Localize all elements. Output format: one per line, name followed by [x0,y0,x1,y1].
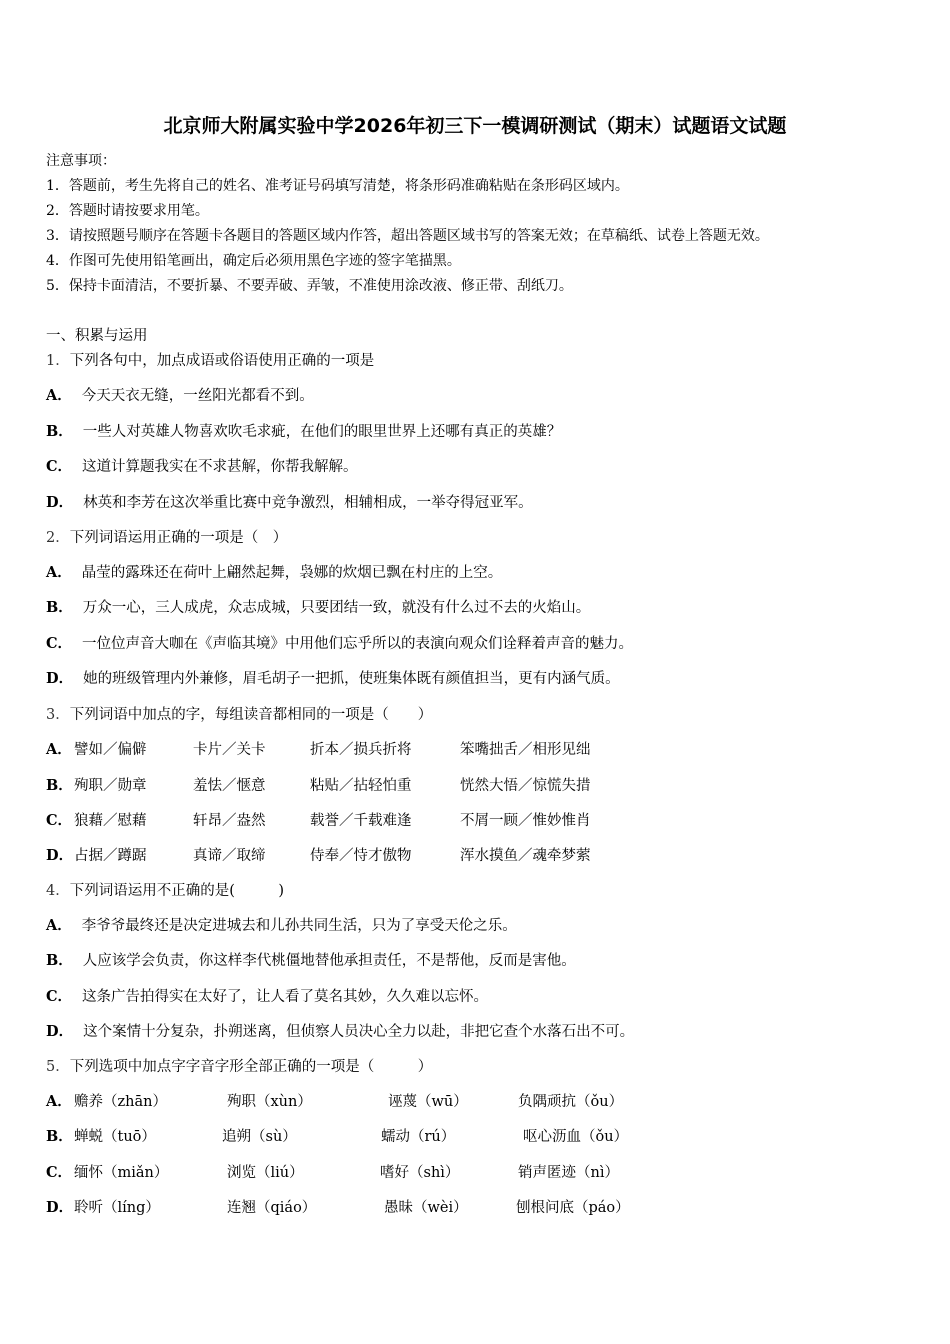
option-text: 这个案情十分复杂，扑朔迷离，但侦察人员决心全力以赴，非把它查个水落石出不可。 [83,1024,635,1040]
option-cell: 真谛／取缔 [193,848,266,864]
question-number: 1． [46,353,70,369]
option-label: D． [46,1023,74,1040]
question-4-stem [46,881,284,901]
option-label: B． [46,952,73,969]
option-row [46,563,502,583]
question-text: 下列各句中，加点成语或俗语使用正确的一项是 [69,353,375,369]
option-label: C． [46,812,73,829]
option-label: B． [46,777,73,794]
question-text: 下列词语运用正确的一项是（ ） [69,530,288,546]
option-label: A． [46,917,72,934]
note-item: 4．作图可先使用铅笔画出，确定后必须用黑色字迹的签字笔描黑。 [46,253,461,269]
option-label: B． [46,599,73,616]
question-text: 下列选项中加点字字音字形全部正确的一项是（ ） [69,1059,433,1075]
option-label: D． [46,670,74,687]
option-label: D． [46,494,74,511]
note-item: 3．请按照题号顺序在答题卡各题目的答题区域内作答，超出答题区域书写的答案无效；在草稿纸、试卷上答题无效。 [46,228,769,244]
question-1-stem [46,351,374,371]
option-text: 这条广告拍得实在太好了，让人看了莫名其妙，久久难以忘怀。 [82,989,489,1005]
question-number: 5． [46,1059,70,1075]
question-2-stem [46,528,287,548]
option-cell: 羞怯／惬意 [193,778,266,794]
option-text: 林英和李芳在这次举重比赛中竞争激烈，相辅相成，一举夺得冠亚军。 [83,495,533,511]
option-text: 这道计算题我实在不求甚解，你帮我解解。 [82,459,358,475]
question-5-stem [46,1057,432,1077]
question-number: 4． [46,883,70,899]
option-cell: 恍然大悟／惊慌失措 [460,778,591,794]
option-text: 一些人对英雄人物喜欢吹毛求疵，在他们的眼里世界上还哪有真正的英雄？ [82,424,562,440]
option-text: 万众一心，三人成虎，众志成城，只要团结一致，就没有什么过不去的火焰山。 [82,600,591,616]
option-row [46,669,620,689]
option-cell: 诬蔑（wū） [388,1094,468,1110]
page-title: 北京师大附属实验中学2026年初三下一模调研测试（期末）试题语文试题 [163,115,787,137]
option-cell: 不屑一顾／惟妙惟肖 [460,813,591,829]
option-cell: 殉职（xùn） [227,1094,312,1110]
option-label: A． [46,387,72,404]
notes-heading: 注意事项： [46,153,116,169]
option-cell: 浑水摸鱼／魂牵梦萦 [460,848,591,864]
option-row [46,634,633,654]
option-label: A． [46,1093,72,1110]
option-text: 今天天衣无缝，一丝阳光都看不到。 [81,388,314,404]
option-row [46,598,590,618]
option-row [46,422,561,442]
option-text: 人应该学会负责，你这样李代桃僵地替他承担责任，不是帮他，反而是害他。 [82,953,576,969]
option-cell: 粘贴／拈轻怕重 [310,778,412,794]
option-cell: 轩昂／盎然 [193,813,266,829]
option-cell: 蝉蜕（tuō） [74,1129,156,1145]
option-text: 李爷爷最终还是决定进城去和儿孙共同生活，只为了享受天伦之乐。 [81,918,517,934]
note-item: 2．答题时请按要求用笔。 [46,203,209,219]
option-label: D． [46,1199,74,1216]
option-label: C． [46,635,73,652]
option-row [46,493,533,513]
option-text: 晶莹的露珠还在荷叶上翩然起舞，袅娜的炊烟已飘在村庄的上空。 [81,565,503,581]
option-cell: 笨嘴拙舌／相形见绌 [460,742,591,758]
option-row [46,457,358,477]
option-text: 她的班级管理内外兼修，眉毛胡子一把抓，使班集体既有颜值担当，更有内涵气质。 [83,671,620,687]
option-row [46,916,517,936]
option-row [46,951,576,971]
question-number: 3． [46,707,70,723]
option-label: A． [46,564,72,581]
section-heading: 一、积累与运用 [46,328,148,344]
option-row [46,987,488,1007]
option-label: A． [46,741,72,758]
option-label: C． [46,1164,73,1181]
note-item: 1．答题前，考生先将自己的姓名、准考证号码填写清楚，将条形码准确粘贴在条形码区域内。 [46,178,629,194]
option-cell: 愚昧（wèi） [384,1200,468,1216]
option-cell: 蠕动（rú） [381,1129,456,1145]
option-label: D． [46,847,74,864]
option-cell: 狼藉／慰藉 [74,813,147,829]
option-cell: 呕心沥血（ǒu） [523,1129,629,1145]
option-label: B． [46,423,73,440]
option-label: C． [46,988,73,1005]
option-cell: 载誉／千载难逢 [310,813,412,829]
option-text: 一位位声音大咖在《声临其境》中用他们忘乎所以的表演向观众们诠释着声音的魅力。 [82,636,634,652]
question-number: 2． [46,530,70,546]
option-cell: 刨根问底（páo） [516,1200,630,1216]
question-text: 下列词语运用不正确的是( ) [69,883,285,899]
option-cell: 赡养（zhān） [74,1094,167,1110]
option-cell: 浏览（liú） [227,1165,304,1181]
option-cell: 追朔（sù） [222,1129,297,1145]
option-row [46,1022,634,1042]
note-item: 5．保持卡面清洁，不要折暴、不要弄破、弄皱，不准使用涂改液、修正带、刮纸刀。 [46,278,573,294]
option-cell: 侍奉／恃才傲物 [310,848,412,864]
option-label: C． [46,458,73,475]
option-cell: 销声匿迹（nì） [518,1165,619,1181]
option-cell: 卡片／关卡 [193,742,266,758]
option-cell: 聆听（líng） [74,1200,160,1216]
question-3-stem [46,705,432,725]
question-text: 下列词语中加点的字，每组读音都相同的一项是（ ） [69,707,433,723]
option-cell: 缅怀（miǎn） [74,1165,169,1181]
option-row [46,386,314,406]
option-cell: 折本／损兵折将 [310,742,412,758]
option-cell: 负隅顽抗（ǒu） [518,1094,624,1110]
option-cell: 譬如／偏僻 [74,742,147,758]
option-cell: 嗜好（shì） [380,1165,460,1181]
option-cell: 占据／蹲踞 [74,848,147,864]
option-label: B． [46,1128,73,1145]
option-cell: 连翘（qiáo） [227,1200,317,1216]
option-cell: 殉职／勋章 [74,778,147,794]
